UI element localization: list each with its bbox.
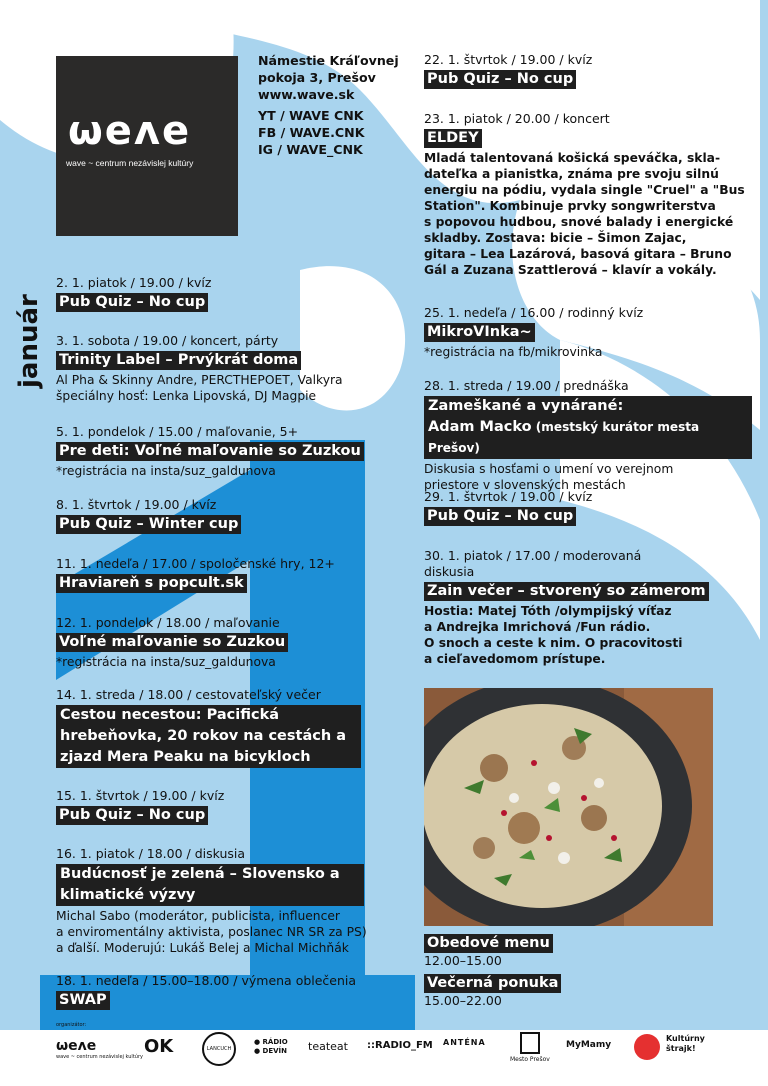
event-meta: 18. 1. nedeľa / 15.00–18.00 / výmena oblečenia — [56, 973, 357, 988]
coat-of-arms-icon — [520, 1032, 540, 1054]
event-item — [56, 424, 364, 479]
food-photo — [424, 688, 713, 926]
mesto-presov-logo[interactable] — [510, 1032, 550, 1063]
event-item — [56, 615, 288, 670]
logo-tagline: wave ~ centrum nezávislej kultúry — [66, 158, 194, 168]
mymamy-logo[interactable]: MyMamy — [566, 1040, 612, 1050]
event-title[interactable]: Cestou necestou: Pacifická hrebeňovka, 20 rokov na cestách a zjazd Mera Peaku na bicykloch — [56, 705, 361, 768]
website-link[interactable]: www.wave.sk — [258, 87, 355, 102]
facebook-link[interactable]: FB / WAVE.CNK — [258, 125, 365, 140]
event-item — [56, 497, 241, 534]
event-title[interactable]: Zain večer – stvorený so zámerom — [424, 582, 709, 601]
event-title[interactable]: ELDEY — [424, 129, 482, 148]
event-description: Al Pha & Skinny Andre, PERCTHEPOET, Valkyra špeciálny hosť: Lenka Lipovská, DJ Magpie — [56, 373, 343, 403]
address-line: pokoja 3, Prešov — [258, 70, 376, 85]
event-meta: 30. 1. piatok / 17.00 / moderovaná diskusia — [424, 548, 642, 579]
event-item — [56, 275, 211, 312]
event-meta: 11. 1. nedeľa / 17.00 / spoločenské hry, 12+ — [56, 556, 335, 571]
event-meta: 14. 1. streda / 18.00 / cestovateľský večer — [56, 687, 321, 702]
event-item — [56, 556, 335, 593]
event-title[interactable]: Hraviareň s popcult.sk — [56, 574, 247, 593]
event-title[interactable]: Voľné maľovanie so Zuzkou — [56, 633, 288, 652]
wave-footer-sub: wave ~ centrum nezávislej kultúry — [56, 1054, 143, 1060]
event-item — [56, 687, 361, 768]
event-title[interactable]: SWAP — [56, 991, 110, 1010]
event-title[interactable]: Budúcnosť je zelená – Slovensko a klimatické výzvy — [56, 864, 364, 906]
radio-devin-logo[interactable]: ● RÁDIO ● DEVÍN — [254, 1038, 288, 1055]
menu-title[interactable]: Večerná ponuka — [424, 974, 561, 993]
event-item — [424, 305, 643, 360]
wave-logo[interactable] — [56, 56, 238, 236]
event-title[interactable]: MikroVInka~ — [424, 323, 535, 342]
event-meta: 12. 1. pondelok / 18.00 / maľovanie — [56, 615, 280, 630]
teateat-logo[interactable]: teateat — [308, 1040, 348, 1053]
event-title[interactable]: Trinity Label – Prvýkrát doma — [56, 351, 301, 370]
event-item — [56, 846, 367, 956]
event-meta: 23. 1. piatok / 20.00 / koncert — [424, 111, 610, 126]
event-item — [56, 788, 224, 825]
handshake-icon — [634, 1034, 660, 1060]
event-title[interactable]: Pub Quiz – No cup — [424, 70, 576, 89]
event-title[interactable]: Pub Quiz – No cup — [56, 293, 208, 312]
address-line: Námestie Kráľovnej — [258, 53, 399, 68]
venue-address — [258, 52, 399, 158]
lunch-menu — [424, 932, 553, 969]
month-label — [14, 270, 50, 390]
event-title[interactable]: Pub Quiz – No cup — [56, 806, 208, 825]
event-item — [56, 333, 343, 404]
ok-logo[interactable]: OK — [144, 1036, 174, 1057]
wave-footer-logo[interactable] — [56, 1038, 143, 1060]
sponsor-logos — [40, 1022, 740, 1070]
event-title[interactable] — [424, 396, 752, 459]
event-meta: 8. 1. štvrtok / 19.00 / kvíz — [56, 497, 217, 512]
event-item — [424, 52, 592, 89]
event-meta: 3. 1. sobota / 19.00 / koncert, párty — [56, 333, 279, 348]
youtube-link[interactable]: YT / WAVE CNK — [258, 108, 364, 123]
kulturny-strajk-logo[interactable] — [634, 1034, 705, 1054]
event-registration: *registrácia na insta/suz_galdunova — [56, 655, 276, 669]
event-meta: 22. 1. štvrtok / 19.00 / kvíz — [424, 52, 593, 67]
event-item — [424, 111, 745, 278]
event-meta: 15. 1. štvrtok / 19.00 / kvíz — [56, 788, 225, 803]
kulturny-strajk-label: Kultúrny štrajk! — [666, 1034, 705, 1053]
dinner-menu — [424, 972, 561, 1009]
event-meta: 5. 1. pondelok / 15.00 / maľovanie, 5+ — [56, 424, 299, 439]
event-description: Hostia: Matej Tóth /olympijský víťaz a Andrejka Imrichová /Fun rádio. O snoch a ceste k nim. O pracovitosti a cieľavedomom prístupe. — [424, 604, 683, 666]
wave-footer-word: ωeʌe — [56, 1038, 97, 1054]
event-description: Diskusia s hosťami o umení vo verejnom priestore v slovenských mestách — [424, 462, 674, 492]
organizer-label: organizátor: — [56, 1022, 87, 1028]
event-item — [424, 548, 709, 667]
event-item — [424, 489, 592, 526]
logo-wordmark: ωeʌe — [68, 108, 192, 154]
event-title[interactable]: Pre deti: Voľné maľovanie so Zuzkou — [56, 442, 364, 461]
event-meta: 2. 1. piatok / 19.00 / kvíz — [56, 275, 212, 290]
event-item — [424, 378, 752, 493]
event-guest-note: (mestský kurátor mesta Prešov) — [428, 420, 700, 455]
mesto-presov-label: Mesto Prešov — [510, 1056, 550, 1063]
event-meta: 28. 1. streda / 19.00 / prednáška — [424, 378, 629, 393]
event-guest: Adam Macko — [428, 419, 532, 435]
event-meta: 29. 1. štvrtok / 19.00 / kvíz — [424, 489, 593, 504]
month-text: január — [14, 294, 44, 388]
menu-title[interactable]: Obedové menu — [424, 934, 553, 953]
lancuch-logo[interactable]: LANCUCH — [202, 1032, 236, 1066]
menu-time: 12.00–15.00 — [424, 953, 502, 968]
radio-fm-logo[interactable]: ::RADIO_FM — [367, 1040, 433, 1051]
event-description: Mladá talentovaná košická speváčka, skla- dateľka a pianistka, známa pre svoju silnú energiu na pódiu, vydala single "Cruel" a "Bus Station". Kombinuje prvky songwriterstva s popovou hudbou, snové balady i energické skladby. Zostava: bicie – Šimon Zajac, gitara – Lea Lazárová, basová gitara – Bruno Gál a Zuzana Szattlerová – klavír a vokály. — [424, 151, 745, 277]
event-registration: *registrácia na fb/mikrovinka — [424, 345, 603, 359]
event-description: Michal Sabo (moderátor, publicista, influencer a enviromentálny aktivista, poslanec NR SR za PS) a ďalší. Moderujú: Lukáš Belej a Michal Michňák — [56, 909, 367, 955]
event-registration: *registrácia na insta/suz_galdunova — [56, 464, 276, 478]
event-title[interactable]: Pub Quiz – Winter cup — [56, 515, 241, 534]
event-title[interactable]: Pub Quiz – No cup — [424, 507, 576, 526]
menu-time: 15.00–22.00 — [424, 993, 502, 1008]
event-title-line: Zameškané a vynárané: — [428, 398, 624, 414]
event-meta: 25. 1. nedeľa / 16.00 / rodinný kvíz — [424, 305, 644, 320]
instagram-link[interactable]: IG / WAVE_CNK — [258, 142, 363, 157]
event-item — [56, 973, 356, 1010]
event-meta: 16. 1. piatok / 18.00 / diskusia — [56, 846, 246, 861]
antena-logo[interactable]: ANTÉNA — [443, 1038, 486, 1047]
